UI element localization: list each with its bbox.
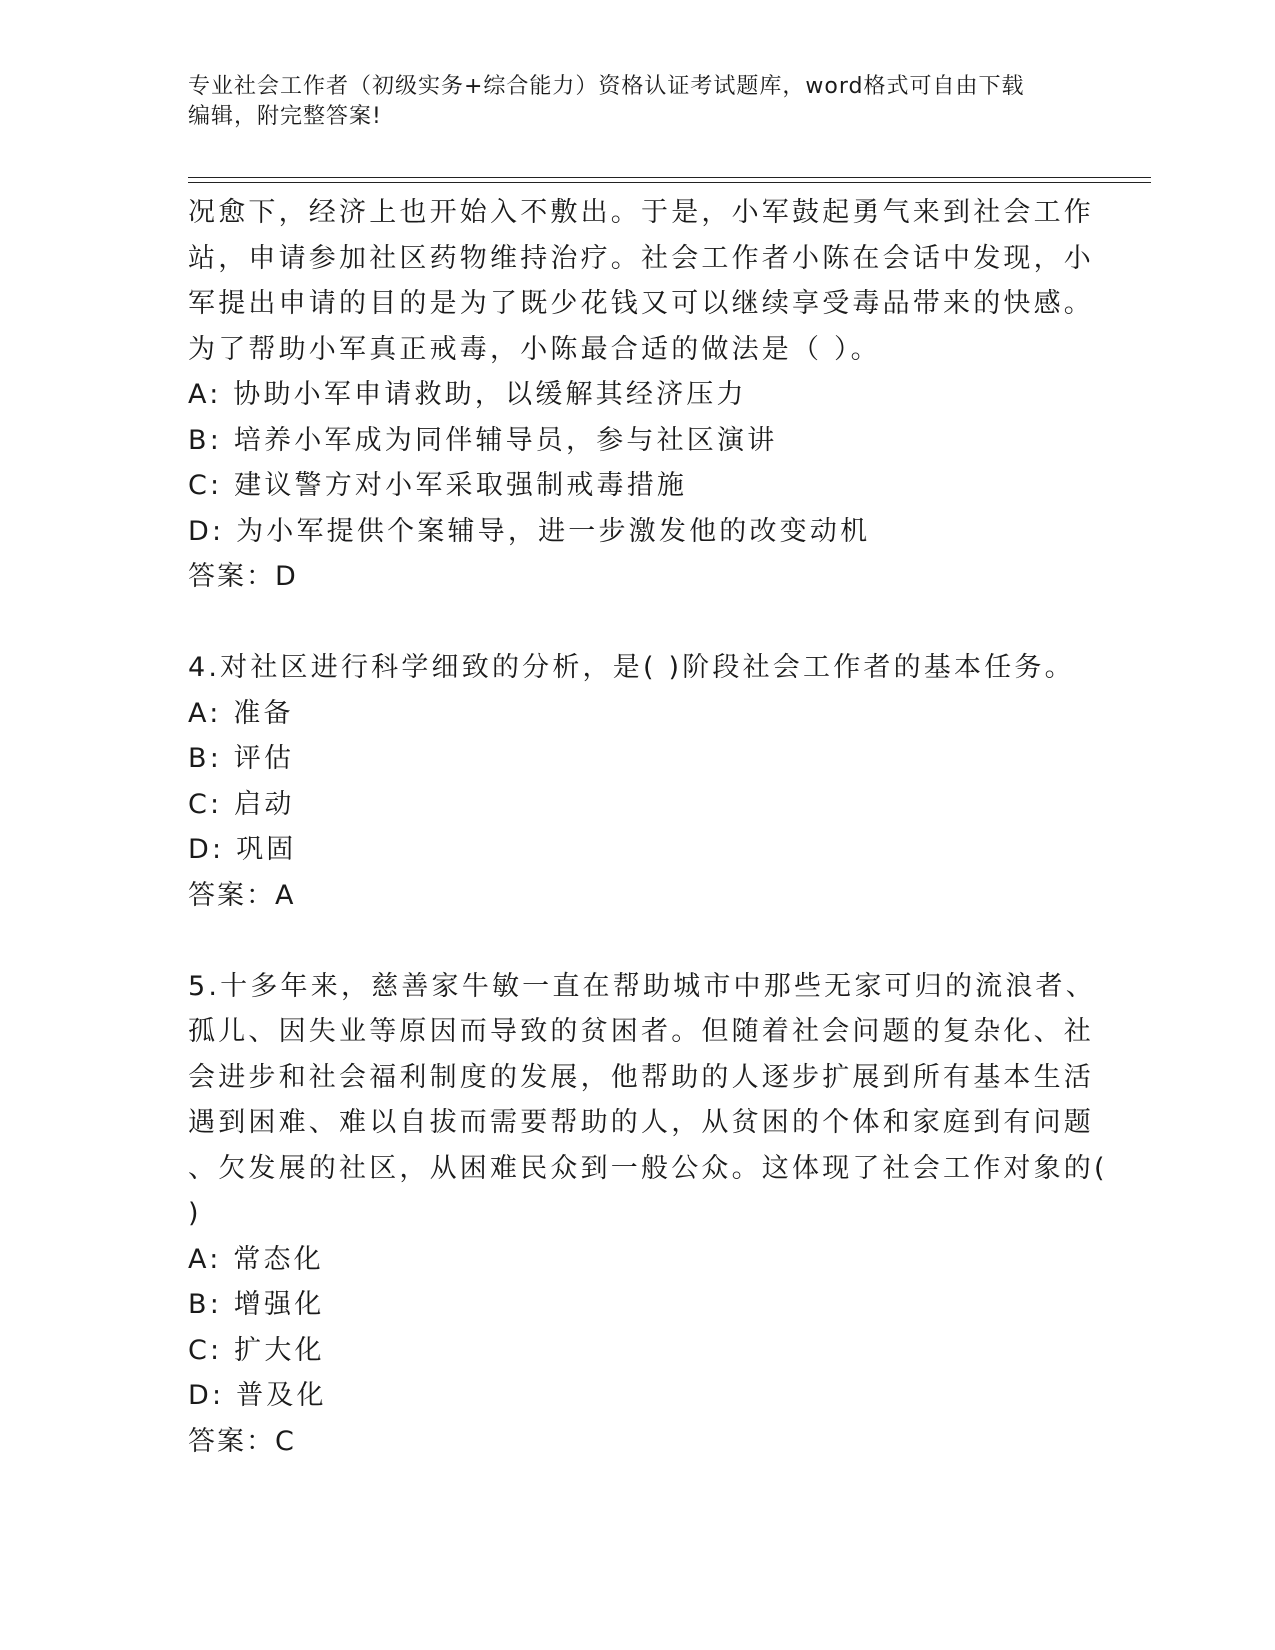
spacer [188,600,1088,646]
question-stem-line: 站，申请参加社区药物维持治疗。社会工作者小陈在会话中发现，小 [188,242,1094,274]
question-stem-line: 况愈下，经济上也开始入不敷出。于是，小军鼓起勇气来到社会工作 [188,197,1094,228]
question-stem-line: 遇到困难、难以自拔而需要帮助的人，从贫困的个体和家庭到有问题 [188,1107,1094,1138]
answer-line: 答案：D [188,561,298,592]
question-4 [188,645,1088,918]
option-b: B: 培养小军成为同伴辅导员，参与社区演讲 [188,424,778,456]
question-stem-line: ) [188,1198,202,1229]
header-divider-top [188,177,1151,178]
answer-line: 答案：C [188,1425,296,1457]
document-header [188,72,1088,132]
question-5 [188,964,1108,1465]
option-a: A: 常态化 [188,1243,324,1275]
question-content [188,190,1108,1464]
question-stem-line: 会进步和社会福利制度的发展，他帮助的人逐步扩展到所有基本生活 [188,1061,1094,1093]
answer-line: 答案：A [188,879,296,911]
option-a: A: 协助小军申请救助，以缓解其经济压力 [188,379,747,410]
option-d: D: 巩固 [188,834,297,865]
option-b: B: 增强化 [188,1289,325,1320]
header-line-2: 编辑，附完整答案! [188,104,382,129]
header-line-1: 专业社会工作者（初级实务+综合能力）资格认证考试题库，word格式可自由下载 [188,74,1025,99]
question-stem-line: 、欠发展的社区，从困难民众到一般公众。这体现了社会工作对象的( [188,1152,1108,1184]
question-stem-line: 孤儿、因失业等原因而导致的贫困者。但随着社会问题的复杂化、社 [188,1016,1094,1047]
question-stem-line: 为了帮助小军真正戒毒，小陈最合适的做法是（ ）。 [188,333,881,365]
option-a: A: 准备 [188,697,294,729]
option-c: C: 建议警方对小军采取强制戒毒措施 [188,470,688,501]
question-stem-line: 5.十多年来，慈善家牛敏一直在帮助城市中那些无家可归的流浪者、 [188,970,1096,1002]
option-d: D: 普及化 [188,1380,327,1411]
spacer [188,918,1088,964]
option-d: D: 为小军提供个案辅导，进一步激发他的改变动机 [188,515,871,547]
option-c: C: 扩大化 [188,1334,325,1366]
header-divider-bottom [188,182,1151,183]
question-stem-line: 4.对社区进行科学细致的分析，是( )阶段社会工作者的基本任务。 [188,652,1075,683]
option-b: B: 评估 [188,743,295,774]
question-stem-line: 军提出申请的目的是为了既少花钱又可以继续享受毒品带来的快感。 [188,288,1094,319]
question-3 [188,190,1094,600]
option-c: C: 启动 [188,788,295,820]
